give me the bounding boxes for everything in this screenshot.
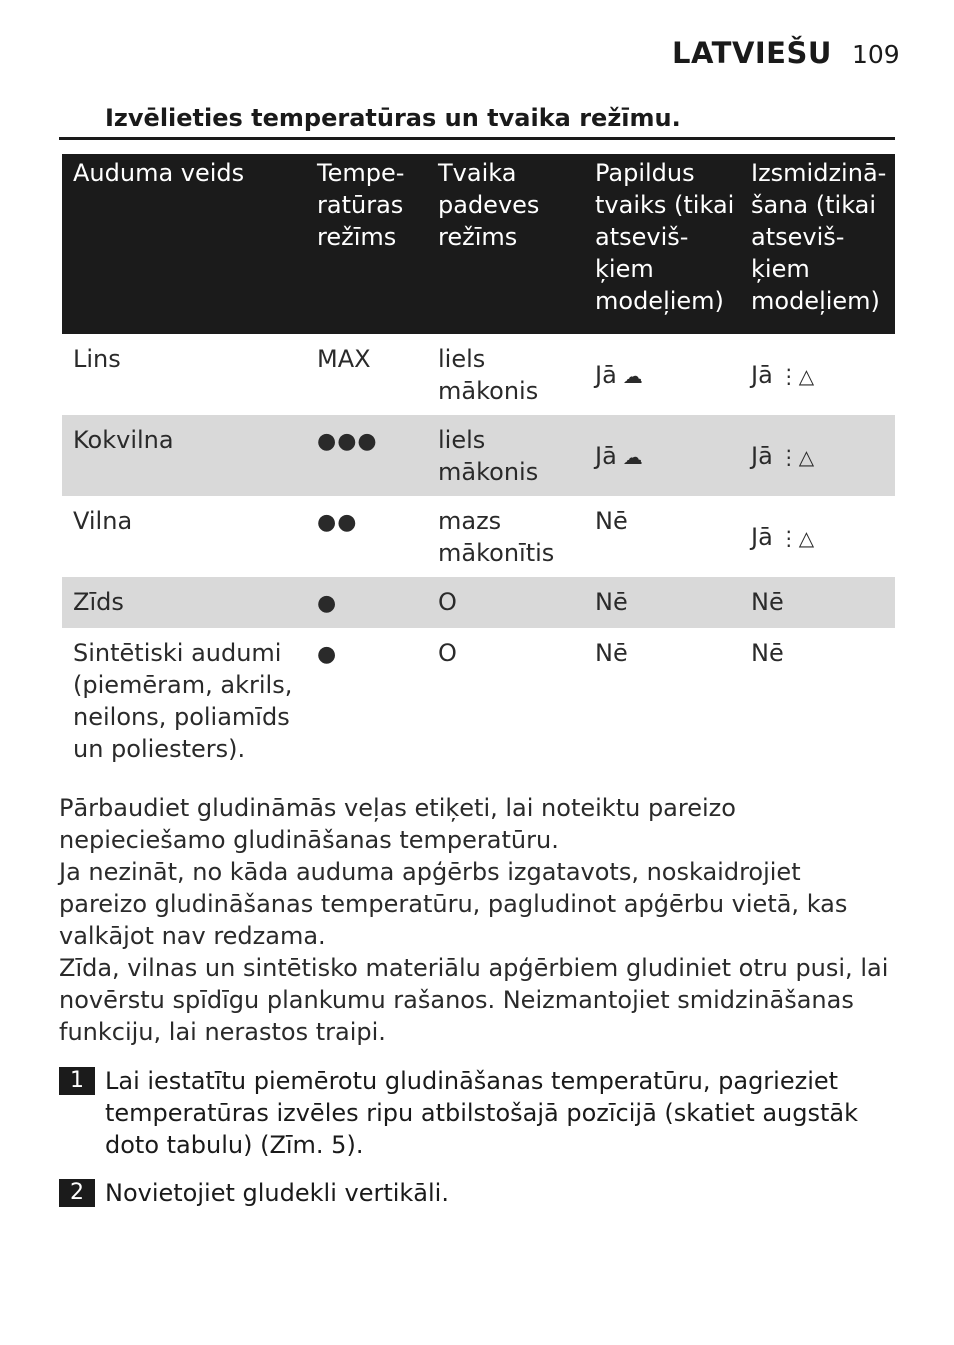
cell-fabric: Kokvilna <box>62 415 306 496</box>
cell-spray <box>740 496 895 577</box>
cell-temperature <box>306 628 427 773</box>
cell-spray-label: Jā <box>751 441 773 470</box>
paragraph: Ja nezināt, no kāda auduma apģērbs izgatavots, noskaidrojiet pareizo gludināšanas temperatūru, pagludinot apģērbu vietā, kas valkājot nav redzama. <box>59 858 848 950</box>
cell-temperature <box>306 415 427 496</box>
cell-steam: O <box>427 577 584 628</box>
cell-extra-steam: Nē <box>584 577 740 628</box>
temperature-dots: ● <box>317 591 338 616</box>
step-number-badge: 2 <box>59 1179 95 1207</box>
cell-fabric: Zīds <box>62 577 306 628</box>
cell-fabric: Lins <box>73 345 121 373</box>
cell-steam: O <box>438 639 457 667</box>
cell-temperature: MAX <box>317 345 371 373</box>
cell-extra-steam-label: Jā <box>595 360 617 389</box>
cell-temperature <box>306 496 427 577</box>
spray-icon: ⋮△ <box>778 525 815 550</box>
cell-steam: liels mākonis <box>427 415 584 496</box>
table-header-row <box>62 154 895 334</box>
temperature-dots: ● <box>317 642 338 667</box>
header-spray: Izsmidzinā- šana (tikai atseviš- ķiem modeļiem) <box>740 154 895 334</box>
cell-spray <box>740 415 895 496</box>
heading-divider <box>59 137 895 140</box>
cell-extra-steam: Nē <box>595 507 628 535</box>
cell-extra-steam: Nē <box>595 639 628 667</box>
table-row <box>62 628 895 773</box>
cell-steam: liels mākonis <box>438 345 539 405</box>
cell-spray: Nē <box>751 639 784 667</box>
step-text: Novietojiet gludekli vertikāli. <box>105 1179 449 1207</box>
cell-steam: mazs mākonītis <box>438 507 555 567</box>
instructions-text <box>59 792 895 1048</box>
cell-temperature <box>306 577 427 628</box>
cell-spray-label: Jā <box>751 360 773 389</box>
paragraph: Pārbaudiet gludināmās veļas etiķeti, lai noteiktu pareizo nepieciešamo gludināšanas temperatūru. <box>59 794 736 854</box>
table-row <box>62 415 895 496</box>
header-temperature: Tempe- ratūras režīms <box>306 154 427 334</box>
paragraph: Zīda, vilnas un sintētisko materiālu apģērbiem gludiniet otru pusi, lai novērstu spīdīgu plankumu rašanos. Neizmantojiet smidzināšanas funkciju, lai nerastos traipi. <box>59 954 889 1046</box>
cell-extra-steam <box>584 334 740 415</box>
step-number-badge: 1 <box>59 1067 95 1095</box>
table-row <box>62 334 895 415</box>
cell-spray <box>740 334 895 415</box>
fabric-settings-table <box>62 154 895 773</box>
language-heading: LATVIEŠU <box>672 36 832 70</box>
cell-fabric: Vilna <box>73 507 133 535</box>
spray-icon: ⋮△ <box>778 363 815 388</box>
temperature-dots: ●●● <box>317 429 378 454</box>
header-extra-steam: Papildus tvaiks (tikai atseviš- ķiem modeļiem) <box>584 154 740 334</box>
cell-spray-label: Jā <box>751 522 773 551</box>
steam-shot-icon: ☁ <box>622 363 643 388</box>
temperature-dots: ●● <box>317 510 358 535</box>
page-number: 109 <box>852 40 900 69</box>
header-fabric-type: Auduma veids <box>62 154 306 334</box>
cell-extra-steam <box>584 415 740 496</box>
step-text: Lai iestatītu piemērotu gludināšanas temperatūru, pagrieziet temperatūras izvēles ripu atbilstošajā pozīcijā (skatiet augstāk doto tabulu) (Zīm. 5). <box>105 1067 859 1159</box>
section-heading: Izvēlieties temperatūras un tvaika režīmu. <box>105 104 681 132</box>
spray-icon: ⋮△ <box>778 444 815 469</box>
table-row <box>62 577 895 628</box>
cell-spray: Nē <box>740 577 895 628</box>
steam-shot-icon: ☁ <box>622 444 643 469</box>
header-steam: Tvaika padeves režīms <box>427 154 584 334</box>
cell-extra-steam-label: Jā <box>595 441 617 470</box>
table-row <box>62 496 895 577</box>
step-2 <box>59 1177 895 1209</box>
cell-fabric: Sintētiski audumi (piemēram, akrils, neilons, poliamīds un poliesters). <box>73 639 293 763</box>
step-1 <box>59 1065 895 1161</box>
